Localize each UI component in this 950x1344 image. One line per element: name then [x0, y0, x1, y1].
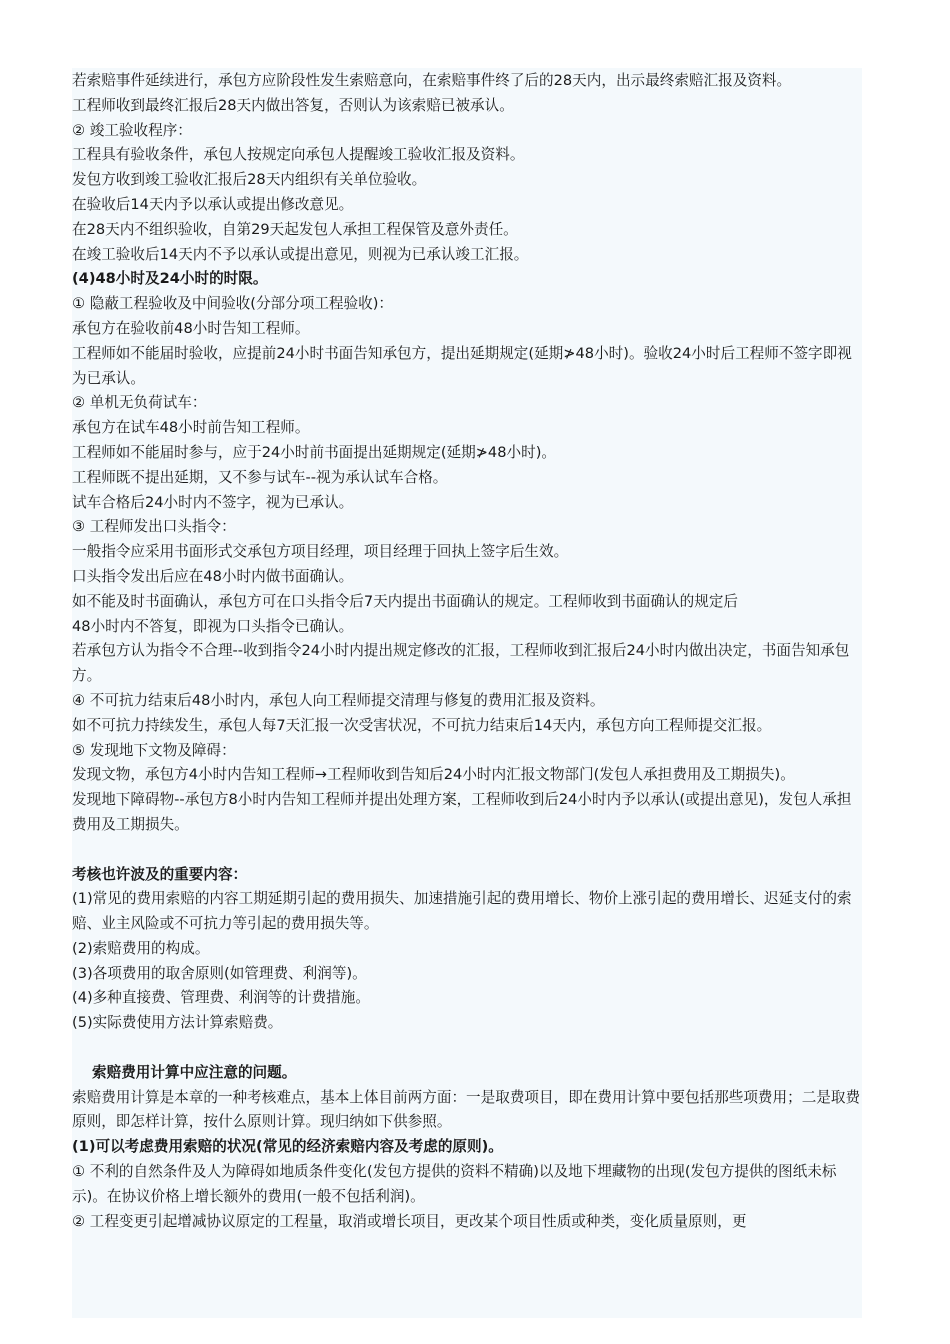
section-heading: (4)48小时及24小时的时限。 [72, 270, 268, 288]
paragraph: 48小时内不答复，即视为口头指令已确认。 [72, 617, 354, 635]
section-heading: 考核也许波及的重要内容： [72, 865, 248, 883]
paragraph: ① 不利的自然条件及人为障碍如地质条件变化(发包方提供的资料不精确)以及地下埋藏物的出现(发包方提供的图纸未标示)。在协议价格上增长额外的费用(一般不包括利润)。 [72, 1163, 837, 1205]
paragraph: 若承包方认为指令不合理--收到指令24小时内提出规定修改的汇报，工程师收到汇报后24小时内做出决定，书面告知承包方。 [72, 642, 850, 685]
blank-line [72, 838, 864, 863]
paragraph: 发包方收到竣工验收汇报后28天内组织有关单位验收。 [72, 171, 427, 189]
section-heading: 索赔费用计算中应注意的问题。 [92, 1063, 297, 1081]
paragraph: (1)常见的费用索赔的内容工期延期引起的费用损失、加速措施引起的费用增长、物价上涨引起的费用增长、迟延支付的索赔、业主风险或不可抗力等引起的费用损失等。 [72, 890, 852, 933]
paragraph: 如不能及时书面确认，承包方可在口头指令后7天内提出书面确认的规定。工程师收到书面确认的规定后 [72, 592, 739, 610]
paragraph: ③ 工程师发出口头指令： [72, 518, 236, 536]
paragraph: (2)索赔费用的构成。 [72, 939, 210, 957]
paragraph: ② 单机无负荷试车： [72, 394, 207, 412]
paragraph: 若索赔事件延续进行，承包方应阶段性发生索赔意向，在索赔事件终了后的28天内，出示最终索赔汇报及资料。 [72, 72, 792, 89]
paragraph: 承包方在验收前48小时告知工程师。 [72, 319, 310, 337]
paragraph: 一般指令应采用书面形式交承包方项目经理，项目经理于回执上签字后生效。 [72, 543, 569, 561]
paragraph: 工程师如不能届时验收，应提前24小时书面告知承包方，提出延期规定(延期≯48小时)。验收24小时后工程师不签字即视为已承认。 [72, 344, 852, 387]
paragraph: (3)各项费用的取舍原则(如管理费、利润等)。 [72, 964, 367, 982]
blank-line [72, 1036, 864, 1061]
paragraph: 口头指令发出后应在48小时内做书面确认。 [72, 567, 354, 585]
paragraph: (5)实际费使用方法计算索赔费。 [72, 1014, 283, 1032]
paragraph: ② 工程变更引起增减协议原定的工程量，取消或增长项目，更改某个项目性质或种类，变化质量原则，更 [72, 1212, 747, 1230]
paragraph: 工程具有验收条件，承包人按规定向承包人提醒竣工验收汇报及资料。 [72, 146, 525, 164]
paragraph: 如不可抗力持续发生，承包人每7天汇报一次受害状况，不可抗力结束后14天内，承包方向工程师提交汇报。 [72, 716, 772, 734]
paragraph: 工程师如不能届时参与，应于24小时前书面提出延期规定(延期≯48小时)。 [72, 443, 556, 461]
section-heading: (1)可以考虑费用索赔的状况(常见的经济索赔内容及考虑的原则)。 [72, 1138, 503, 1156]
paragraph: ② 竣工验收程序： [72, 121, 192, 139]
paragraph: 在竣工验收后14天内不予以承认或提出意见，则视为已承认竣工汇报。 [72, 245, 529, 263]
document-body [72, 69, 864, 1234]
paragraph: 工程师收到最终汇报后28天内做出答复，否则认为该索赔已被承认。 [72, 96, 514, 114]
paragraph: 发现地下障碍物--承包方8小时内告知工程师并提出处理方案，工程师收到后24小时内予以承认(或提出意见)，发包人承担费用及工期损失。 [72, 791, 852, 833]
paragraph: 发现文物，承包方4小时内告知工程师→工程师收到告知后24小时内汇报文物部门(发包人承担费用及工期损失)。 [72, 766, 795, 784]
paragraph: 工程师既不提出延期，又不参与试车--视为承认试车合格。 [72, 468, 448, 486]
paragraph: ① 隐蔽工程验收及中间验收(分部分项工程验收)： [72, 295, 393, 313]
paragraph: 试车合格后24小时内不签字，视为已承认。 [72, 493, 354, 511]
paragraph: ④ 不可抗力结束后48小时内，承包人向工程师提交清理与修复的费用汇报及资料。 [72, 691, 605, 709]
paragraph: 索赔费用计算是本章的一种考核难点，基本上体目前两方面：一是取费项目，即在费用计算中要包括那些项费用；二是取费原则，即怎样计算，按什么原则计算。现归纳如下供参照。 [72, 1088, 861, 1131]
paragraph: ⑤ 发现地下文物及障碍： [72, 741, 236, 759]
paragraph: 承包方在试车48小时前告知工程师。 [72, 419, 310, 437]
paragraph: 在28天内不组织验收，自第29天起发包人承担工程保管及意外责任。 [72, 220, 518, 238]
paragraph: 在验收后14天内予以承认或提出修改意见。 [72, 195, 354, 213]
paragraph: (4)多种直接费、管理费、利润等的计费措施。 [72, 989, 370, 1007]
